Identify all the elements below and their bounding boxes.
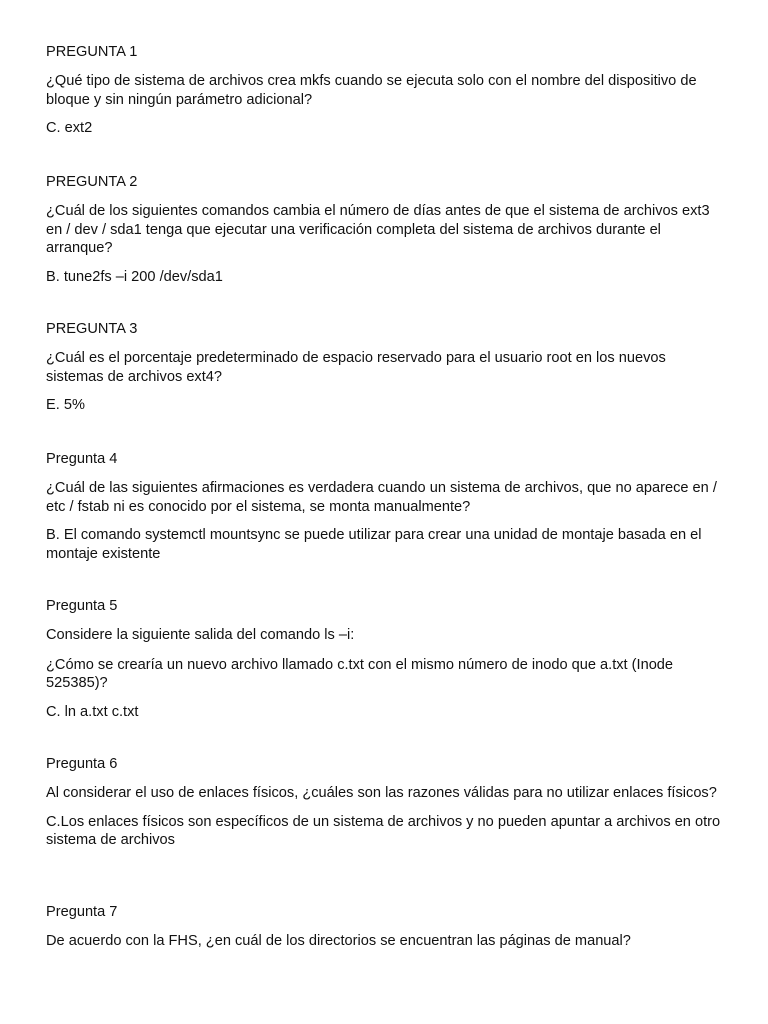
question-6	[46, 755, 726, 850]
question-2	[46, 173, 726, 286]
question-intro: Considere la siguiente salida del comando ls –i:	[46, 627, 355, 643]
question-5	[46, 597, 726, 721]
question-answer: C. ext2	[46, 120, 93, 136]
question-text: ¿Cómo se crearía un nuevo archivo llamado c.txt con el mismo número de inodo que a.txt (Inode 525385)?	[46, 656, 674, 691]
question-title: Pregunta 4	[46, 451, 118, 467]
question-answer: E. 5%	[46, 397, 85, 413]
question-title: Pregunta 7	[46, 904, 118, 920]
question-text: ¿Cuál de las siguientes afirmaciones es verdadera cuando un sistema de archivos, que no aparece en / etc / fstab ni es conocido por el sistema, se monta manualmente?	[46, 480, 717, 515]
question-title: PREGUNTA 2	[46, 174, 138, 190]
question-text: De acuerdo con la FHS, ¿en cuál de los directorios se encuentran las páginas de manual?	[46, 933, 631, 949]
question-title: Pregunta 5	[46, 598, 118, 614]
question-text: ¿Cuál de los siguientes comandos cambia el número de días antes de que el sistema de archivos ext3 en / dev / sda1 tenga que ejecutar una verificación completa del sistema de archivos durante el arranque?	[46, 203, 710, 256]
question-title: PREGUNTA 3	[46, 321, 138, 337]
question-7	[46, 903, 726, 951]
question-answer: C.Los enlaces físicos son específicos de un sistema de archivos y no pueden apuntar a archivos en otro sistema de archivos	[46, 813, 721, 848]
question-title: PREGUNTA 1	[46, 44, 138, 60]
question-answer: C. ln a.txt c.txt	[46, 703, 139, 720]
question-1	[46, 43, 726, 138]
question-title: Pregunta 6	[46, 756, 118, 772]
question-text: ¿Qué tipo de sistema de archivos crea mkfs cuando se ejecuta solo con el nombre del dispositivo de bloque y sin ningún parámetro adicional?	[46, 73, 697, 108]
question-text: Al considerar el uso de enlaces físicos, ¿cuáles son las razones válidas para no utilizar enlaces físicos?	[46, 785, 717, 801]
question-text: ¿Cuál es el porcentaje predeterminado de espacio reservado para el usuario root en los nuevos sistemas de archivos ext4?	[46, 350, 666, 385]
question-3	[46, 320, 726, 415]
question-answer: B. El comando systemctl mountsync se puede utilizar para crear una unidad de montaje basada en el montaje existente	[46, 527, 702, 562]
question-4	[46, 450, 726, 563]
question-answer: B. tune2fs –i 200 /dev/sda1	[46, 268, 223, 285]
